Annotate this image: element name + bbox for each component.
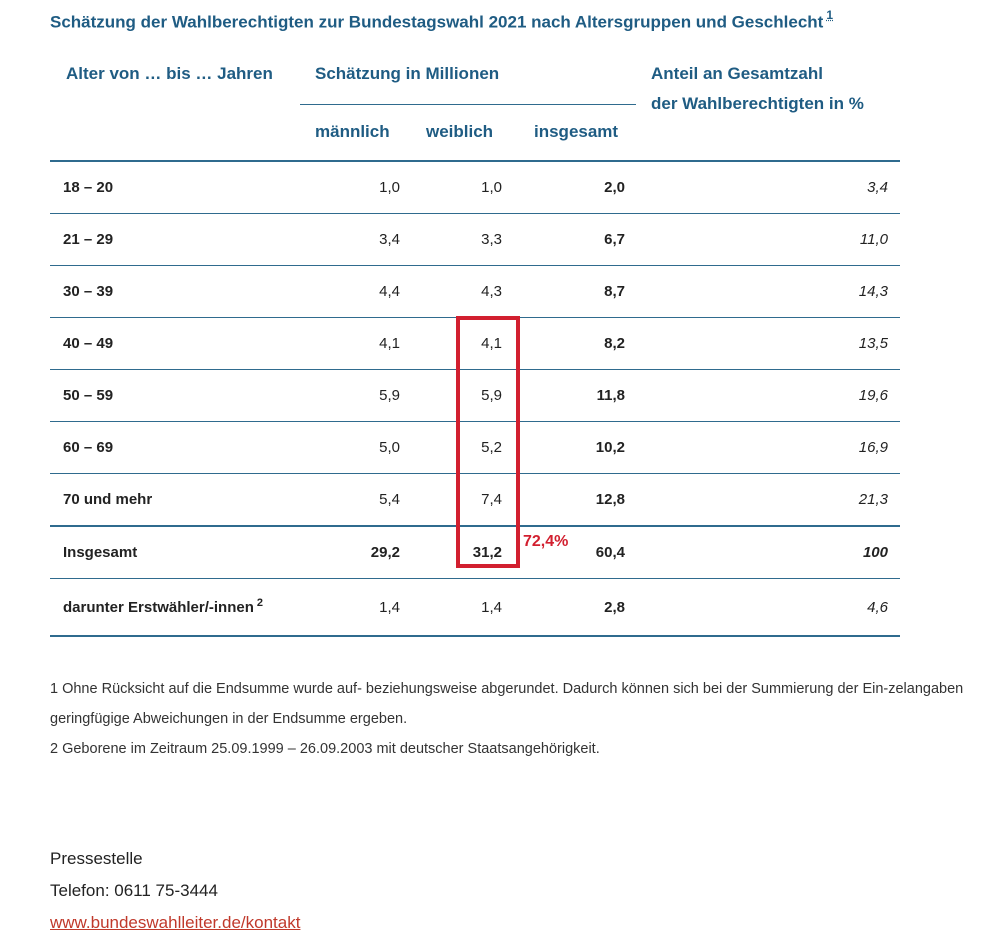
table-body xyxy=(50,162,900,526)
cell-male: 3,4 xyxy=(379,231,400,248)
row-label: Insgesamt xyxy=(63,544,138,561)
row-label: 21 – 29 xyxy=(63,231,114,248)
header-female: weiblich xyxy=(426,122,494,141)
cell-share: 3,4 xyxy=(867,179,888,196)
title-footnote-link[interactable]: 1 xyxy=(826,8,834,22)
cell-male: 1,0 xyxy=(379,179,400,196)
row-label: 70 und mehr xyxy=(63,491,153,508)
header-age: Alter von … bis … Jahren xyxy=(66,64,273,83)
table-row xyxy=(50,266,900,318)
table-row xyxy=(50,422,900,474)
cell-share: 11,0 xyxy=(859,231,888,248)
row-label: 50 – 59 xyxy=(63,387,114,404)
cell-female: 4,3 xyxy=(481,283,502,300)
table-row xyxy=(50,474,900,526)
cell-total: 2,8 xyxy=(604,598,625,616)
table-title xyxy=(50,10,833,33)
cell-female: 5,9 xyxy=(481,387,502,404)
table-row xyxy=(50,318,900,370)
header-estimate-group: Schätzung in Millionen xyxy=(315,64,500,83)
footnotes xyxy=(50,674,985,764)
header-group-divider xyxy=(300,104,636,105)
cell-female: 31,2 xyxy=(472,544,502,561)
cell-share: 16,9 xyxy=(858,439,888,456)
row-label: 30 – 39 xyxy=(63,283,114,300)
cell-female: 3,3 xyxy=(481,231,502,248)
table-row xyxy=(50,162,900,214)
cell-total: 8,7 xyxy=(604,283,625,300)
table-row xyxy=(50,214,900,266)
cell-female: 1,4 xyxy=(481,598,502,616)
cell-total: 11,8 xyxy=(596,387,625,404)
cell-male: 5,0 xyxy=(379,439,400,456)
cell-total: 6,7 xyxy=(604,231,625,248)
table-title-text: Schätzung der Wahlberechtigten zur Bundestagswahl 2021 nach Altersgruppen und Geschlecht xyxy=(50,12,824,32)
cell-male: 1,4 xyxy=(379,598,400,616)
cell-share: 13,5 xyxy=(858,335,888,352)
header-male: männlich xyxy=(315,122,390,141)
cell-share: 4,6 xyxy=(867,598,888,616)
row-label xyxy=(63,579,263,635)
cell-female: 4,1 xyxy=(481,335,502,352)
cell-total: 10,2 xyxy=(595,439,625,456)
footnote-2: 2 Geborene im Zeitraum 25.09.1999 – 26.09.2003 mit deutscher Staatsangehörigkeit. xyxy=(50,741,600,757)
contact-phone: Telefon: 0611 75-3444 xyxy=(50,881,218,900)
cell-female: 5,2 xyxy=(481,439,502,456)
row-label: 18 – 20 xyxy=(63,179,114,196)
header-share-line1: Anteil an Gesamtzahl xyxy=(651,64,823,83)
contact-link[interactable]: www.bundeswahlleiter.de/kontakt xyxy=(50,913,301,932)
cell-female: 7,4 xyxy=(481,491,502,508)
cell-share: 100 xyxy=(862,544,888,561)
table-row-total xyxy=(50,526,900,579)
header-total: insgesamt xyxy=(534,122,619,141)
cell-total: 12,8 xyxy=(595,491,625,508)
contact-office: Pressestelle xyxy=(50,849,143,868)
contact-block xyxy=(50,843,300,939)
cell-total: 8,2 xyxy=(604,335,625,352)
cell-male: 4,1 xyxy=(379,335,400,352)
cell-female: 1,0 xyxy=(481,179,502,196)
cell-total: 60,4 xyxy=(595,544,625,561)
row-label-text: darunter Erstwähler/-innen xyxy=(63,598,254,616)
table-row xyxy=(50,370,900,422)
female-share-annotation: 72,4% xyxy=(523,533,569,550)
table-row-first-voters xyxy=(50,579,900,637)
row-footnote-link[interactable]: 2 xyxy=(256,597,263,609)
cell-male: 5,9 xyxy=(379,387,400,404)
table-header xyxy=(50,52,900,162)
header-share-line2: der Wahlberechtigten in % xyxy=(651,94,864,113)
row-label: 40 – 49 xyxy=(63,335,114,352)
row-label: 60 – 69 xyxy=(63,439,114,456)
cell-male: 4,4 xyxy=(379,283,400,300)
cell-share: 21,3 xyxy=(858,491,888,508)
cell-share: 19,6 xyxy=(858,387,888,404)
voters-table xyxy=(50,52,900,637)
cell-male: 5,4 xyxy=(379,491,400,508)
cell-share: 14,3 xyxy=(858,283,888,300)
cell-total: 2,0 xyxy=(604,179,625,196)
footnote-1: 1 Ohne Rücksicht auf die Endsumme wurde auf- beziehungsweise abgerundet. Dadurch können sich bei der Summierung der Ein-zelangaben geringfügige Abweichungen in der Endsumme ergeben. xyxy=(50,681,964,727)
cell-male: 29,2 xyxy=(370,544,400,561)
